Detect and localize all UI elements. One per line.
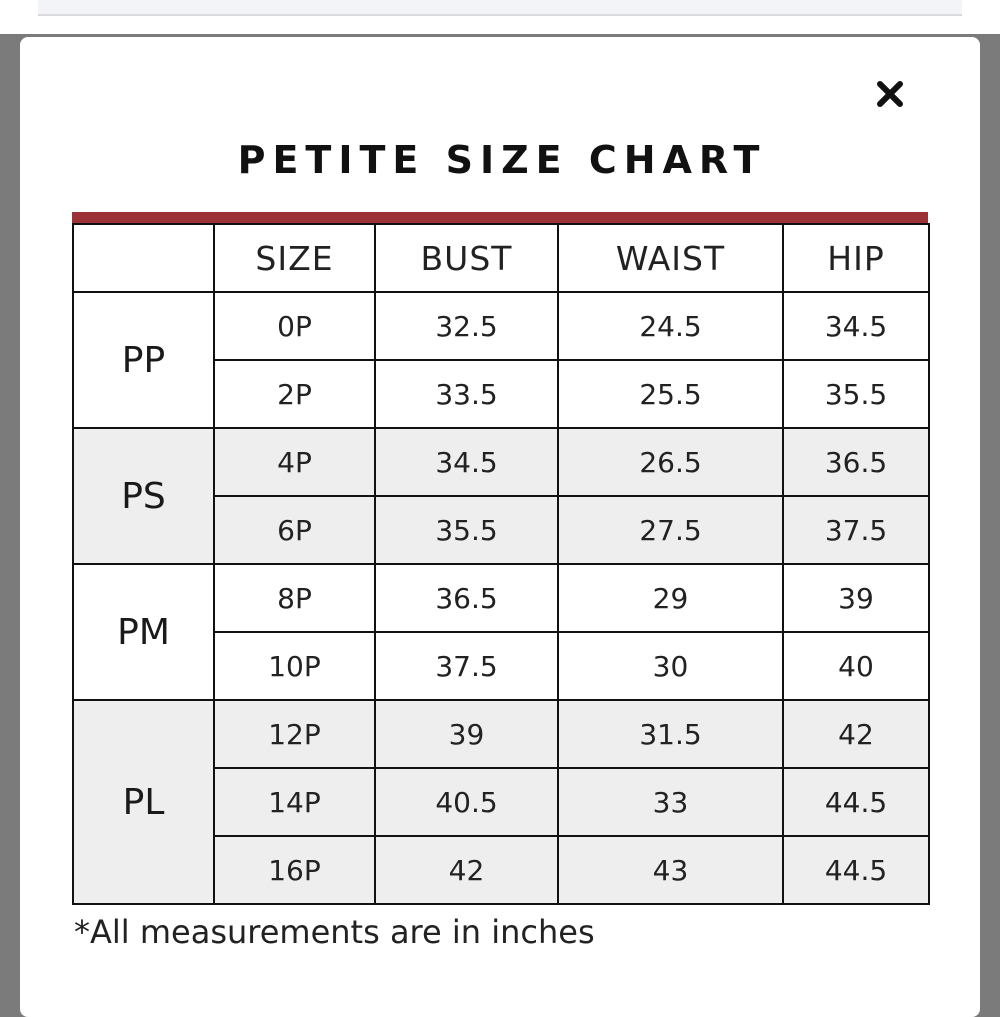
cell-bust: 35.5 <box>375 496 558 564</box>
table-header-row <box>73 224 929 292</box>
cell-hip: 40 <box>783 632 929 700</box>
cell-waist: 33 <box>558 768 783 836</box>
cell-bust: 40.5 <box>375 768 558 836</box>
cell-hip: 35.5 <box>783 360 929 428</box>
cell-waist: 24.5 <box>558 292 783 360</box>
page-title: PETITE SIZE CHART <box>237 138 767 182</box>
cell-bust: 33.5 <box>375 360 558 428</box>
cell-hip: 44.5 <box>783 768 929 836</box>
size-group-label: PS <box>73 428 214 564</box>
cell-size: 4P <box>214 428 375 496</box>
close-button[interactable] <box>872 76 908 112</box>
cell-size: 14P <box>214 768 375 836</box>
cell-waist: 30 <box>558 632 783 700</box>
header-hip: HIP <box>783 224 929 292</box>
cell-waist: 29 <box>558 564 783 632</box>
cell-hip: 42 <box>783 700 929 768</box>
top-input-field[interactable] <box>38 0 962 16</box>
cell-hip: 36.5 <box>783 428 929 496</box>
cell-bust: 39 <box>375 700 558 768</box>
size-group-label: PP <box>73 292 214 428</box>
size-chart-table <box>72 223 930 905</box>
header-waist: WAIST <box>558 224 783 292</box>
cell-size: 6P <box>214 496 375 564</box>
cell-size: 16P <box>214 836 375 904</box>
cell-size: 2P <box>214 360 375 428</box>
close-icon <box>876 80 904 108</box>
cell-waist: 26.5 <box>558 428 783 496</box>
cell-hip: 37.5 <box>783 496 929 564</box>
cell-bust: 32.5 <box>375 292 558 360</box>
measurement-footnote: *All measurements are in inches <box>74 913 595 951</box>
cell-waist: 25.5 <box>558 360 783 428</box>
table-row <box>73 428 929 496</box>
size-group-label: PM <box>73 564 214 700</box>
cell-bust: 42 <box>375 836 558 904</box>
cell-size: 0P <box>214 292 375 360</box>
cell-waist: 31.5 <box>558 700 783 768</box>
cell-hip: 39 <box>783 564 929 632</box>
cell-waist: 43 <box>558 836 783 904</box>
table-row <box>73 564 929 632</box>
table-row <box>73 700 929 768</box>
table-row <box>73 292 929 360</box>
cell-hip: 34.5 <box>783 292 929 360</box>
cell-waist: 27.5 <box>558 496 783 564</box>
cell-bust: 37.5 <box>375 632 558 700</box>
cell-hip: 44.5 <box>783 836 929 904</box>
cell-size: 8P <box>214 564 375 632</box>
header-group <box>73 224 214 292</box>
table-body <box>73 292 929 904</box>
cell-size: 10P <box>214 632 375 700</box>
header-size: SIZE <box>214 224 375 292</box>
header-bust: BUST <box>375 224 558 292</box>
cell-bust: 34.5 <box>375 428 558 496</box>
title-accent-bar <box>72 212 928 223</box>
cell-size: 12P <box>214 700 375 768</box>
size-group-label: PL <box>73 700 214 904</box>
cell-bust: 36.5 <box>375 564 558 632</box>
top-bar <box>0 0 1000 34</box>
